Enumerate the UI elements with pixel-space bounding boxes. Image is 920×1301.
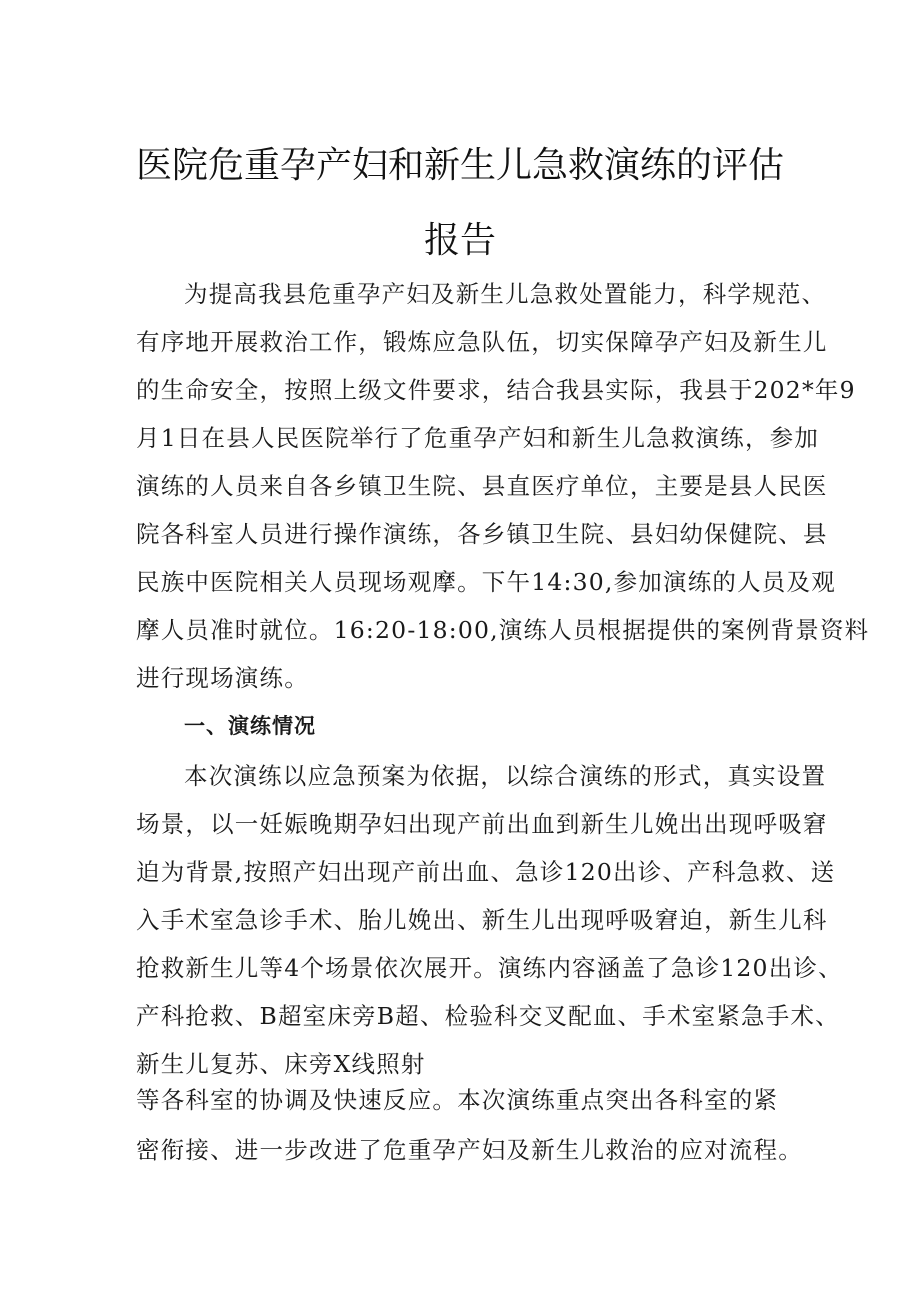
- section-paragraph-line: 场景，以一妊娠晚期孕妇出现产前出血到新生儿娩出出现呼吸窘: [136, 810, 828, 838]
- section-paragraph-line: 等各科室的协调及快速反应。本次演练重点突出各科室的紧: [136, 1086, 779, 1114]
- intro-paragraph-line: 有序地开展救治工作，锻炼应急队伍，切实保障孕产妇及新生儿: [136, 328, 828, 356]
- document-title-line-2: 报告: [423, 220, 496, 261]
- document-title-line-1: 医院危重孕产妇和新生儿急救演练的评估: [135, 145, 784, 186]
- section-heading: 一、演练情况: [184, 714, 316, 738]
- intro-paragraph-line: 月1日在县人民医院举行了危重孕产妇和新生儿急救演练，参加: [136, 424, 820, 452]
- section-paragraph-line: 入手术室急诊手术、胎儿娩出、新生儿出现呼吸窘迫，新生儿科: [136, 906, 828, 934]
- intro-paragraph-line: 院各科室人员进行操作演练，各乡镇卫生院、县妇幼保健院、县: [136, 520, 828, 548]
- section-paragraph-line: 新生儿复苏、床旁X线照射: [136, 1050, 426, 1078]
- section-paragraph-line: 抢救新生儿等4个场景依次展开。演练内容涵盖了急诊120出诊、: [136, 954, 843, 982]
- section-paragraph-line: 本次演练以应急预案为依据，以综合演练的形式，真实设置: [184, 762, 827, 790]
- intro-paragraph-line: 摩人员准时就位。16:20-18:00,演练人员根据提供的案例背景资料: [136, 616, 870, 644]
- intro-paragraph-line: 的生命安全，按照上级文件要求，结合我县实际，我县于202*年9: [136, 376, 856, 404]
- intro-paragraph-line: 演练的人员来自各乡镇卫生院、县直医疗单位，主要是县人民医: [136, 472, 828, 500]
- section-paragraph-line: 密衔接、进一步改进了危重孕产妇及新生儿救治的应对流程。: [136, 1136, 803, 1164]
- intro-paragraph-line: 进行现场演练。: [136, 664, 309, 692]
- section-paragraph-line: 迫为背景,按照产妇出现产前出血、急诊120出诊、产科急救、送: [136, 858, 836, 886]
- section-paragraph-line: 产科抢救、B超室床旁B超、检验科交叉配血、手术室紧急手术、: [136, 1002, 840, 1030]
- intro-paragraph-line: 民族中医院相关人员现场观摩。下午14:30,参加演练的人员及观: [136, 568, 836, 596]
- intro-paragraph-line: 为提高我县危重孕产妇及新生儿急救处置能力，科学规范、: [184, 280, 827, 308]
